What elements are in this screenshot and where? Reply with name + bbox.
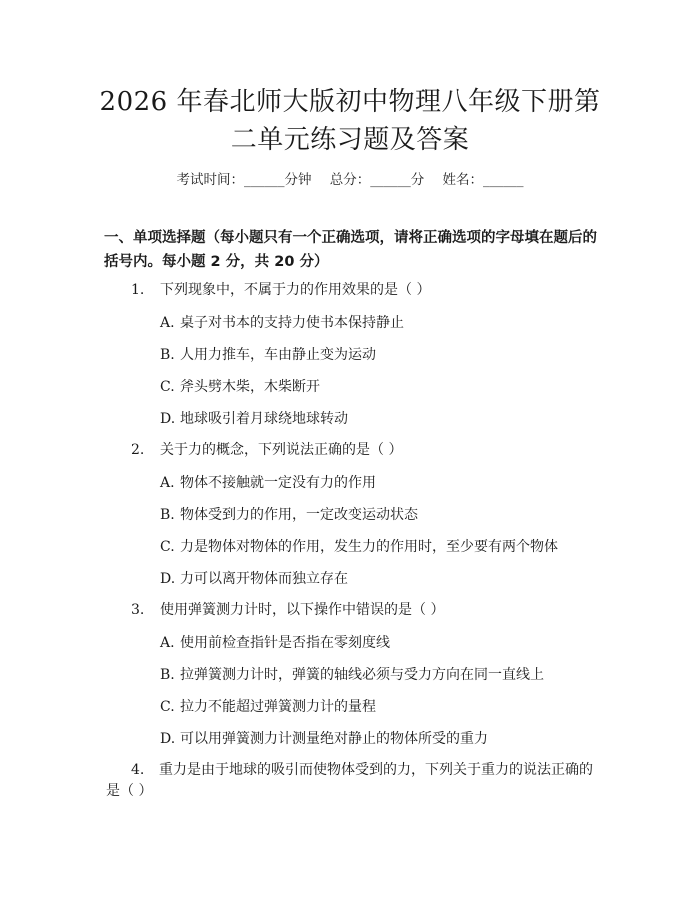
question-text: 使用弹簧测力计时，以下操作中错误的是（ ） — [160, 602, 445, 618]
option-letter: A. — [160, 475, 175, 491]
option-letter: A. — [160, 635, 175, 651]
option-letter: B. — [160, 667, 175, 683]
section-heading: 一、单项选择题（每小题只有一个正确选项，请将正确选项的字母填在题后的括号内。每小题 2 分，共 20 分） — [104, 230, 597, 270]
page-title: 2026 年春北师大版初中物理八年级下册第二单元练习题及答案 — [99, 87, 601, 155]
option-2a — [160, 473, 376, 493]
name-field: 姓名：______ — [442, 172, 524, 188]
question-text: 重力是由于地球的吸引而使物体受到的力，下列关于重力的说法正确的是（ ） — [106, 762, 593, 799]
option-text: 拉力不能超过弹簧测力计的量程 — [180, 699, 376, 715]
option-2b — [160, 505, 418, 525]
exam-meta — [0, 168, 700, 188]
option-3d — [160, 729, 488, 749]
question-number: 1. — [131, 282, 145, 298]
option-letter: D. — [160, 411, 176, 427]
option-1c — [160, 377, 320, 397]
option-letter: C. — [160, 699, 175, 715]
option-1b — [160, 345, 376, 365]
option-text: 桌子对书本的支持力使书本保持静止 — [180, 315, 404, 331]
option-3a — [160, 633, 390, 653]
exam-time-field: 考试时间：______分钟 — [176, 172, 312, 188]
question-number: 4. — [131, 762, 145, 778]
option-text: 物体不接触就一定没有力的作用 — [180, 475, 376, 491]
option-text: 物体受到力的作用，一定改变运动状态 — [180, 507, 418, 523]
option-letter: C. — [160, 379, 175, 395]
option-letter: A. — [160, 315, 175, 331]
option-letter: B. — [160, 507, 175, 523]
option-text: 力可以离开物体而独立存在 — [180, 571, 348, 587]
total-score-field: 总分：______分 — [329, 172, 425, 188]
option-text: 地球吸引着月球绕地球转动 — [180, 411, 348, 427]
question-number: 3. — [131, 602, 145, 618]
option-3b — [160, 665, 544, 685]
question-number: 2. — [131, 442, 145, 458]
question-text: 下列现象中，不属于力的作用效果的是（ ） — [160, 282, 431, 298]
option-3c — [160, 697, 376, 717]
option-text: 可以用弹簧测力计测量绝对静止的物体所受的重力 — [180, 731, 488, 747]
option-letter: C. — [160, 539, 175, 555]
option-letter: D. — [160, 571, 176, 587]
option-letter: B. — [160, 347, 175, 363]
option-text: 拉弹簧测力计时，弹簧的轴线必须与受力方向在同一直线上 — [180, 667, 544, 683]
option-text: 力是物体对物体的作用，发生力的作用时，至少要有两个物体 — [180, 539, 558, 555]
option-2d — [160, 569, 348, 589]
option-letter: D. — [160, 731, 176, 747]
option-text: 人用力推车，车由静止变为运动 — [180, 347, 376, 363]
option-text: 斧头劈木柴，木柴断开 — [180, 379, 320, 395]
option-2c — [160, 537, 558, 557]
option-1d — [160, 409, 348, 429]
question-text: 关于力的概念，下列说法正确的是（ ） — [160, 442, 403, 458]
option-1a — [160, 313, 404, 333]
question-4 — [106, 760, 606, 802]
option-text: 使用前检查指针是否指在零刻度线 — [180, 635, 390, 651]
